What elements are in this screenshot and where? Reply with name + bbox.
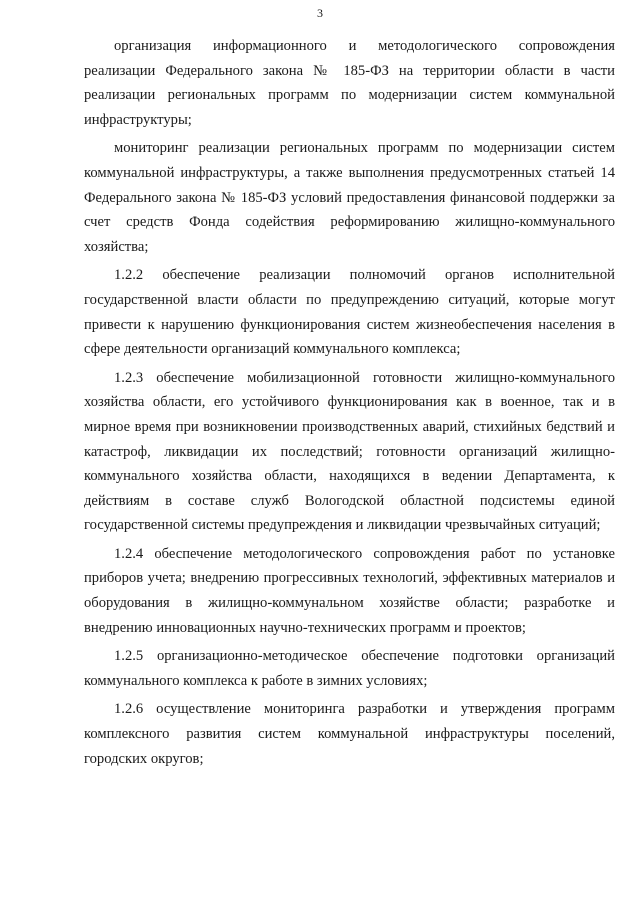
paragraph-1-2-4: 1.2.4 обеспечение методологического сопровождения работ по установке приборов учета; внедрению прогрессивных технологий, эффективных материалов и оборудования в жилищно-коммунальном хозяйстве области; разработке и внедрению инновационных научно-технических программ и проектов; — [84, 545, 615, 636]
paragraph-1-2-3: 1.2.3 обеспечение мобилизационной готовности жилищно-коммунального хозяйства области, его устойчивого функционирования как в военное, так и в мирное время при возникновении производственных аварий, стихийных бедствий и катастроф, ликвидации их последствий; готовности организаций жилищно-коммунального хозяйства области, находящихся в ведении Департамента, к действиям в составе служб Вологодской областной подсистемы единой государственной системы предупреждения и ликвидации чрезвычайных ситуаций; — [84, 369, 615, 534]
paragraph-monitoring-programs: мониторинг реализации региональных программ по модернизации систем коммунальной инфраструктуры, а также выполнения предусмотренных статьей 14 Федерального закона № 185-ФЗ условий предоставления финансовой поддержки за счет средств Фонда содействия реформированию жилищно-коммунального хозяйства; — [84, 140, 615, 255]
paragraph-1-2-6: 1.2.6 осуществление мониторинга разработки и утверждения программ комплексного развития систем коммунальной инфраструктуры поселений, городских округов; — [84, 701, 615, 767]
paragraph-info-support: организация информационного и методологического сопровождения реализации Федерального закона № 185-ФЗ на территории области в части реализации региональных программ по модернизации систем коммунальной инфраструктуры; — [84, 38, 615, 128]
paragraph-1-2-5: 1.2.5 организационно-методическое обеспечение подготовки организаций коммунального комплекса к работе в зимних условиях; — [84, 648, 615, 689]
document-body — [84, 34, 615, 775]
page-number: 3 — [317, 6, 323, 20]
paragraph-1-2-2: 1.2.2 обеспечение реализации полномочий органов исполнительной государственной власти области по предупреждению ситуаций, которые могут привести к нарушению функционирования систем жизнеобеспечения населения в сфере деятельности организаций коммунального комплекса; — [84, 267, 615, 358]
